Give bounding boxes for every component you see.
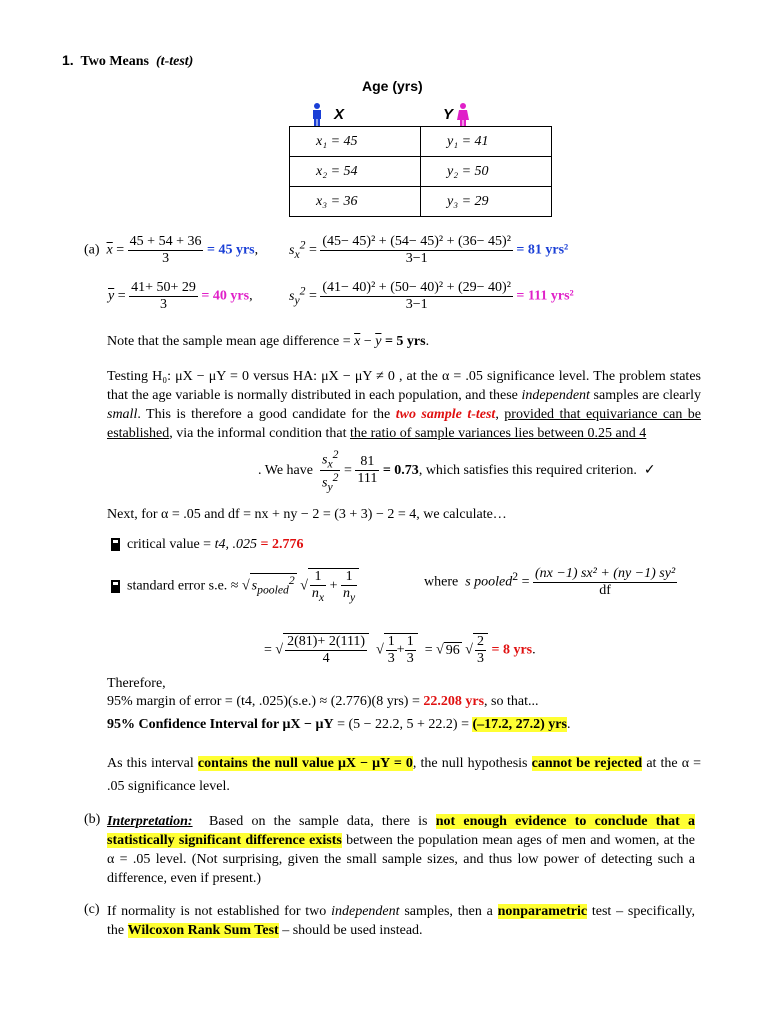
part-b-label: (b)	[84, 812, 101, 827]
therefore-line: Therefore,	[107, 676, 166, 691]
column-x-header: X	[334, 106, 345, 123]
section-test: (t-test)	[156, 54, 194, 69]
table-title: Age (yrs)	[362, 78, 423, 94]
confidence-interval-line: 95% Confidence Interval for μX − μY = (5 − 22.2, 5 + 22.2) = (–17.2, 27.2) yrs.	[107, 717, 571, 732]
conclusion-paragraph: As this interval contains the null value μX − μY = 0, the null hypothesis cannot be rejected at the α = .05 significance level.	[107, 756, 702, 794]
age-data-table	[289, 126, 552, 217]
standard-error-line: standard error s.e. ≈ √ $s_{pooled}^2$ √ $\frac{1}{n_x}$ + $\frac{1}{n_y}$	[111, 568, 359, 604]
margin-of-error-value: 22.208 yrs	[423, 694, 485, 709]
next-step-line: Next, for α = .05 and df = nx + ny − 2 = (3 + 3) − 2 = 4, we calculate…	[107, 507, 507, 522]
nonparametric-paragraph: If normality is not established for two independent samples, then a nonparametric test – specifically, the Wilcoxon Rank Sum Test – should be used instead.	[107, 904, 696, 938]
section-number: 1.	[62, 52, 74, 68]
ybar-result: = 40 yrs	[201, 288, 250, 304]
calculator-icon	[111, 538, 120, 551]
confidence-interval-value: (–17.2, 27.2) yrs	[472, 717, 567, 732]
check-icon: ✓	[643, 462, 656, 479]
calculator-icon	[111, 580, 120, 593]
part-c-label: (c)	[84, 902, 100, 917]
standard-error-value: = 8 yrs	[491, 642, 533, 658]
xbar-equation: (a) $\overline{x}$ = $\frac{45 + 54 + 36}{3}$ = 45 yrs,	[84, 234, 259, 266]
margin-of-error-line: 95% margin of error = (t4, .025)(s.e.) ≈ (2.776)(8 yrs) = 22.208 yrs, so that...	[107, 694, 539, 709]
variance-ratio: . We have $\frac{s_x^2}{s_y^2}$ = $\frac{81}{111}$ = 0.73, which satisfies this required criterion. ✓	[258, 448, 656, 494]
table-row: x₂ = 54 y₂ = 50	[290, 157, 552, 187]
critical-value-line: critical value = t4, .025 = 2.776	[111, 537, 303, 553]
ybar-equation: $\overline{y}$ = $\frac{41+ 50+ 29}{3}$ = 40 yrs,	[108, 280, 253, 312]
column-y-header: Y	[443, 106, 454, 123]
interpretation-paragraph: Interpretation: Based on the sample data, there is not enough evidence to conclude that a statistically significant difference exists between the population mean ages of men and women, at the α = .05 level. (Not surprising, given the small sample sizes, and thus low power of detecting such a difference, even if present.)	[107, 814, 696, 886]
mean-difference-note: Note that the sample mean age difference = $\overline{x} - \overline{y} = 5$ yrs.	[107, 334, 430, 349]
sx2-result: = 81 yrs²	[516, 242, 569, 258]
standard-error-calc: = √ $\frac{2(81)+ 2(111)}{4}$ √ $\frac{1}{3}$ + $\frac{1}{3}$ = √ 96 √ $\frac{2}{3}$ = 8 yrs.	[264, 634, 536, 666]
xbar-result: = 45 yrs	[206, 242, 255, 258]
sy2-result: = 111 yrs²	[516, 288, 574, 304]
two-sample-t-test-label: two sample t-test	[395, 407, 496, 422]
table-row: x₁ = 45 y₁ = 41	[290, 127, 552, 157]
sy2-equation: $s_y^2$ = $\frac{\text{(41− 40)² + (50− 40)² + (29− 40)²}}{3-1}$ = 111 yrs²	[289, 280, 574, 312]
critical-value: = 2.776	[260, 537, 304, 552]
sx2-equation: $s_x^2$ = $\frac{\text{(45− 45)² + (54− 45)² + (36− 45)²}}{3-1}$ = 81 yrs²	[289, 234, 569, 266]
section-header	[62, 52, 193, 70]
table-row: x₃ = 36 y₃ = 29	[290, 187, 552, 217]
hypothesis-paragraph: Testing H₀: μX − μY = 0 versus HA: μX − μY ≠ 0 , at the α = .05 significance level. The problem states that the age variable is normally distributed in each population, and these independent samples are clearly small. This is therefore a good candidate for the two sample t-test, provided that equivariance can be established, via the informal condition that the ratio of sample variances lies between 0.25 and 4	[107, 369, 702, 441]
pooled-variance: where s pooled$^2$ = $\frac{\text{(nx −1) sx² + (ny −1) sy²}}{df}$	[424, 566, 676, 598]
section-title: Two Means	[80, 54, 150, 69]
